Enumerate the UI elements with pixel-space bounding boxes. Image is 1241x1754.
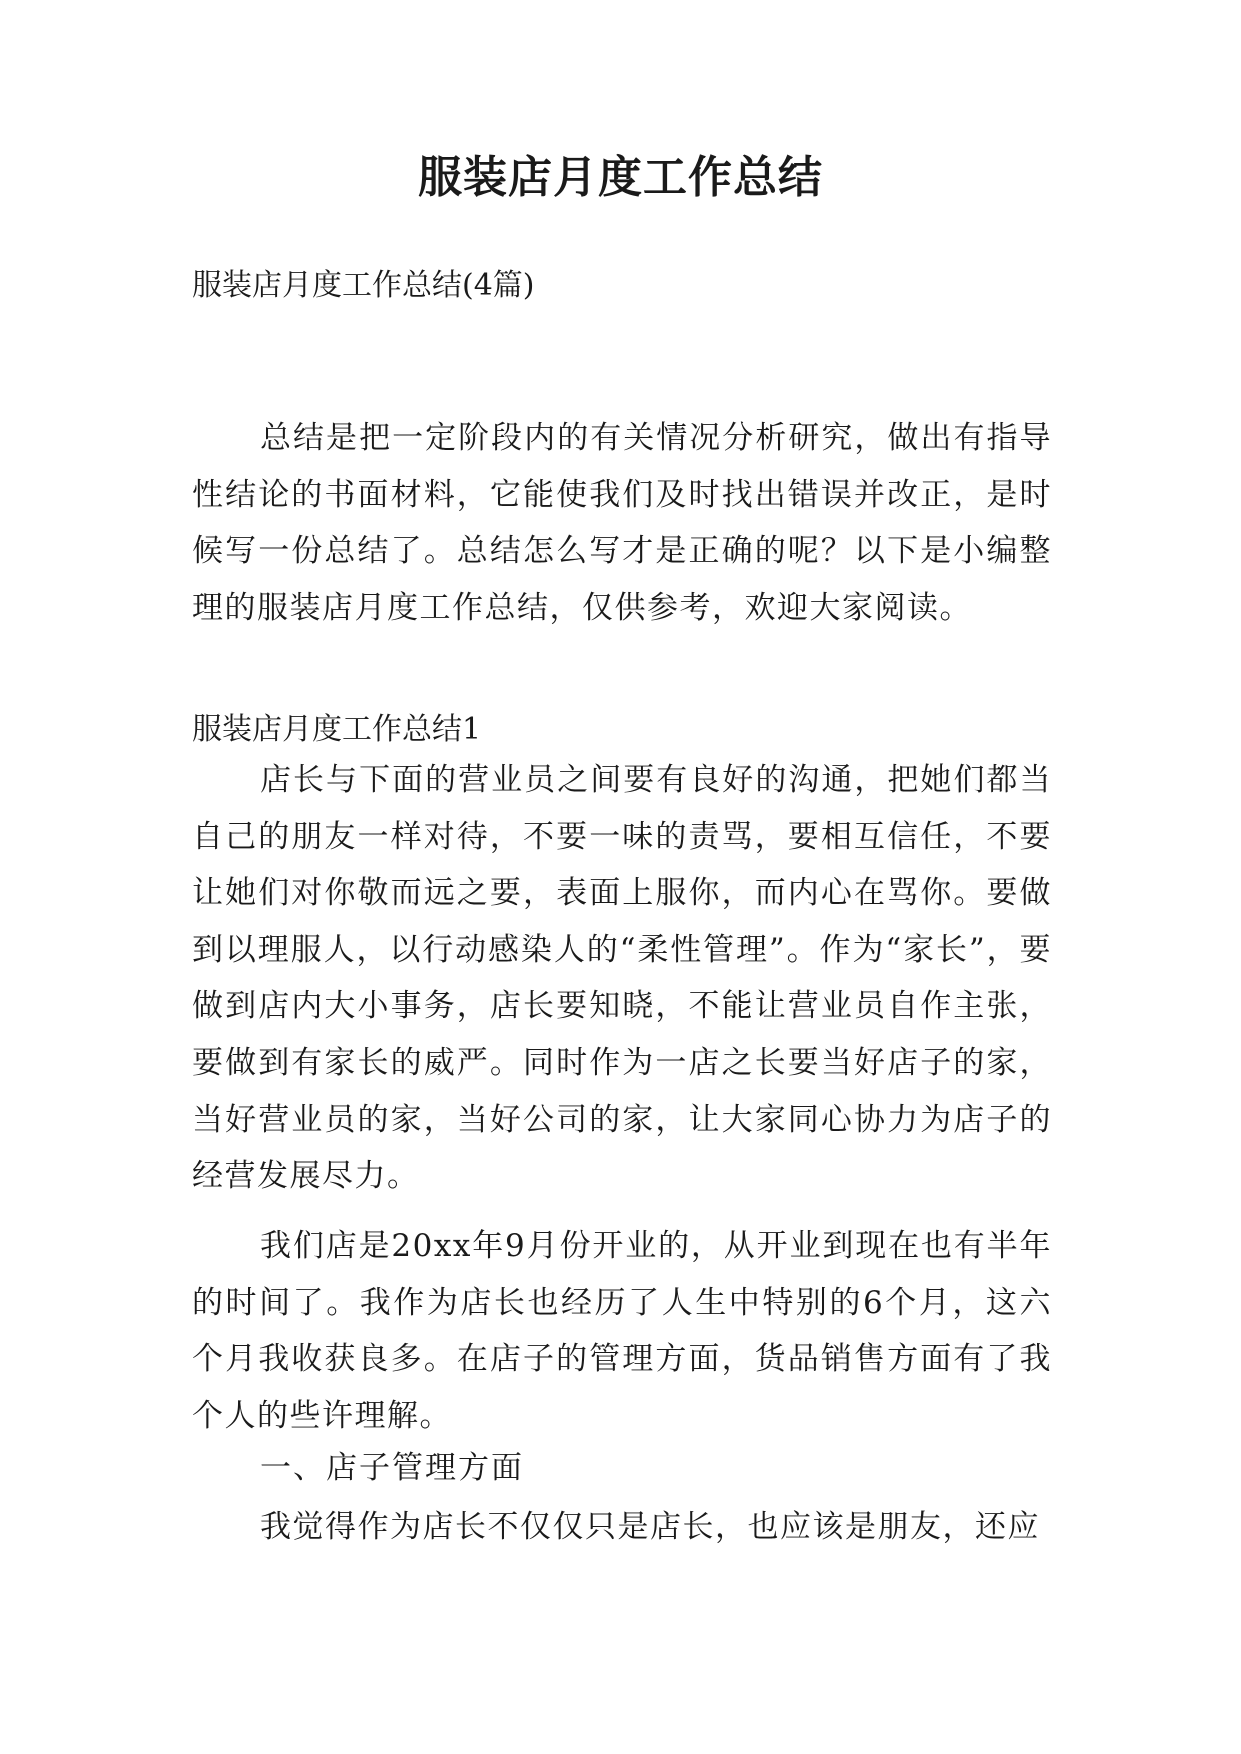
body-paragraph: 店长与下面的营业员之间要有良好的沟通，把她们都当自己的朋友一样对待，不要一味的责骂，要相互信任，不要让她们对你敬而远之要，表面上服你，而内心在骂你。要做到以理服人，以行动感染人的“柔性管理”。作为“家长”，要做到店内大小事务，店长要知晓，不能让营业员自作主张，要做到有家长的威严。同时作为一店之长要当好店子的家，当好营业员的家，当好公司的家，让大家同心协力为店子的经营发展尽力。 bbox=[192, 762, 1052, 1195]
body-paragraph: 我们店是20xx年9月份开业的，从开业到现在也有半年的时间了。我作为店长也经历了人生中特别的6个月，这六个月我收获良多。在店子的管理方面，货品销售方面有了我个人的些许理解。 bbox=[192, 1228, 1052, 1434]
sub-heading: 一、店子管理方面 bbox=[260, 1450, 524, 1486]
section-heading: 服装店月度工作总结1 bbox=[192, 712, 482, 747]
body-paragraph: 我觉得作为店长不仅仅只是店长，也应该是朋友，还应 bbox=[260, 1509, 1040, 1545]
document-title: 服装店月度工作总结 bbox=[418, 152, 823, 203]
intro-paragraph: 总结是把一定阶段内的有关情况分析研究，做出有指导性结论的书面材料，它能使我们及时找出错误并改正，是时候写一份总结了。总结怎么写才是正确的呢？以下是小编整理的服装店月度工作总结，仅供参考，欢迎大家阅读。 bbox=[192, 420, 1052, 626]
document-subtitle: 服装店月度工作总结(4篇) bbox=[192, 268, 535, 303]
